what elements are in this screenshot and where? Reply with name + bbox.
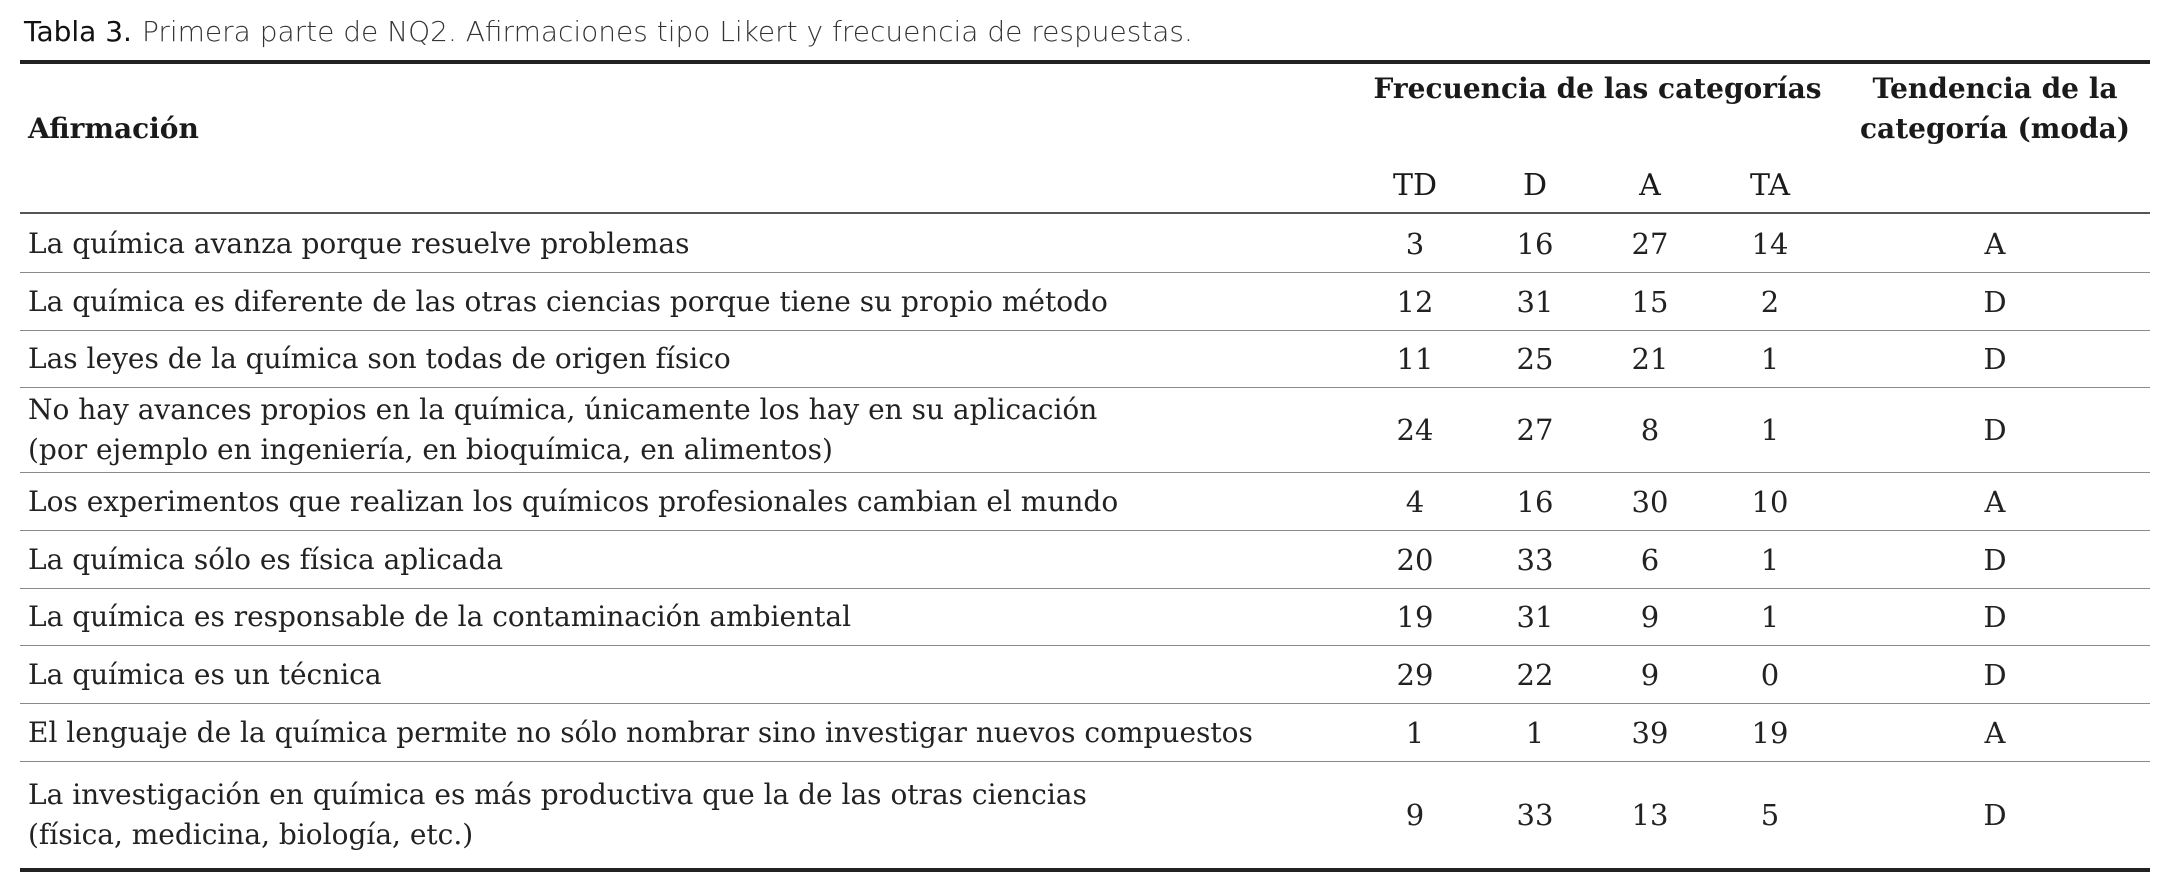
statement-cell: La investigación en química es más productiva que la de las otras ciencias (física, medicina, biología, etc.) — [28, 778, 1087, 851]
statement-cell: La química sólo es física aplicada — [28, 542, 504, 576]
header-category-d: D — [1522, 168, 1548, 203]
cell-mode: D — [1983, 657, 2007, 692]
row-divider — [20, 330, 2150, 331]
row-divider — [20, 472, 2150, 473]
cell-ta: 0 — [1760, 657, 1780, 692]
header-category-ta: TA — [1749, 168, 1791, 203]
header-category-a: A — [1639, 168, 1661, 203]
cell-ta: 5 — [1760, 798, 1780, 832]
row-divider — [20, 645, 2150, 646]
table-top-rule — [20, 60, 2150, 64]
statement-cell: Las leyes de la química son todas de origen físico — [28, 342, 731, 375]
statement-cell: La química es responsable de la contaminación ambiental — [28, 600, 852, 633]
cell-td: 12 — [1396, 284, 1434, 319]
cell-d: 16 — [1516, 226, 1554, 261]
cell-d: 22 — [1516, 657, 1554, 692]
cell-a: 39 — [1631, 715, 1669, 750]
table-caption — [24, 8, 1193, 56]
cell-a: 9 — [1640, 600, 1660, 634]
table-caption-label: Tabla 3. — [24, 15, 132, 48]
cell-d: 31 — [1516, 284, 1554, 319]
cell-d: 33 — [1516, 798, 1554, 832]
row-divider — [20, 530, 2150, 531]
cell-td: 3 — [1405, 226, 1425, 261]
row-divider — [20, 588, 2150, 589]
cell-td: 9 — [1405, 798, 1425, 832]
cell-a: 9 — [1640, 657, 1660, 692]
cell-td: 29 — [1396, 657, 1434, 692]
cell-mode: A — [1984, 226, 2006, 261]
cell-d: 16 — [1516, 484, 1554, 519]
header-tendency-line1: Tendencia de la — [1872, 72, 2118, 105]
cell-mode: A — [1984, 484, 2006, 519]
header-category-td: TD — [1392, 168, 1438, 203]
cell-mode: D — [1983, 798, 2007, 832]
cell-a: 6 — [1640, 542, 1660, 577]
cell-ta: 1 — [1760, 413, 1780, 447]
cell-td: 11 — [1396, 342, 1434, 376]
cell-mode: D — [1983, 542, 2007, 577]
cell-ta: 19 — [1751, 715, 1789, 750]
cell-td: 1 — [1405, 715, 1425, 750]
cell-a: 27 — [1631, 226, 1669, 261]
row-divider — [20, 387, 2150, 388]
table-bottom-rule — [20, 868, 2150, 872]
cell-mode: D — [1983, 342, 2007, 376]
statement-cell: El lenguaje de la química permite no sólo nombrar sino investigar nuevos compuestos — [28, 715, 1253, 749]
cell-mode: D — [1983, 284, 2007, 319]
cell-td: 4 — [1405, 484, 1425, 519]
header-frequency-group: Frecuencia de las categorías — [1373, 72, 1822, 105]
cell-mode: D — [1983, 413, 2007, 447]
header-tendency-line2: categoría (moda) — [1860, 112, 2130, 145]
cell-a: 30 — [1631, 484, 1669, 519]
statement-cell: No hay avances propios en la química, únicamente los hay en su aplicación (por ejemplo en ingeniería, en bioquímica, en alimentos) — [28, 393, 1098, 466]
cell-ta: 2 — [1760, 284, 1780, 319]
cell-td: 20 — [1396, 542, 1434, 577]
header-statement: Afirmación — [28, 112, 199, 145]
cell-d: 31 — [1516, 600, 1554, 634]
statement-cell: Los experimentos que realizan los químicos profesionales cambian el mundo — [28, 484, 1119, 518]
cell-d: 25 — [1516, 342, 1554, 376]
row-divider — [20, 272, 2150, 273]
statement-cell: La química avanza porque resuelve problemas — [28, 226, 690, 260]
cell-td: 24 — [1396, 413, 1434, 447]
cell-td: 19 — [1396, 600, 1434, 634]
cell-a: 15 — [1631, 284, 1669, 319]
cell-d: 27 — [1516, 413, 1554, 447]
cell-mode: D — [1983, 600, 2007, 634]
row-divider — [20, 703, 2150, 704]
header-rule — [20, 212, 2150, 214]
statement-cell: La química es diferente de las otras ciencias porque tiene su propio método — [28, 284, 1108, 318]
cell-d: 33 — [1516, 542, 1554, 577]
cell-mode: A — [1984, 715, 2006, 750]
statement-cell: La química es un técnica — [28, 657, 382, 691]
cell-a: 13 — [1631, 798, 1669, 832]
row-divider — [20, 761, 2150, 762]
cell-ta: 1 — [1760, 600, 1780, 634]
cell-a: 8 — [1640, 413, 1660, 447]
cell-ta: 14 — [1751, 226, 1789, 261]
cell-ta: 1 — [1760, 542, 1780, 577]
cell-a: 21 — [1631, 342, 1669, 376]
cell-ta: 1 — [1760, 342, 1780, 376]
cell-d: 1 — [1525, 715, 1545, 750]
table-caption-text: Primera parte de NQ2. Afirmaciones tipo Likert y frecuencia de respuestas. — [141, 15, 1193, 48]
cell-ta: 10 — [1751, 484, 1789, 519]
